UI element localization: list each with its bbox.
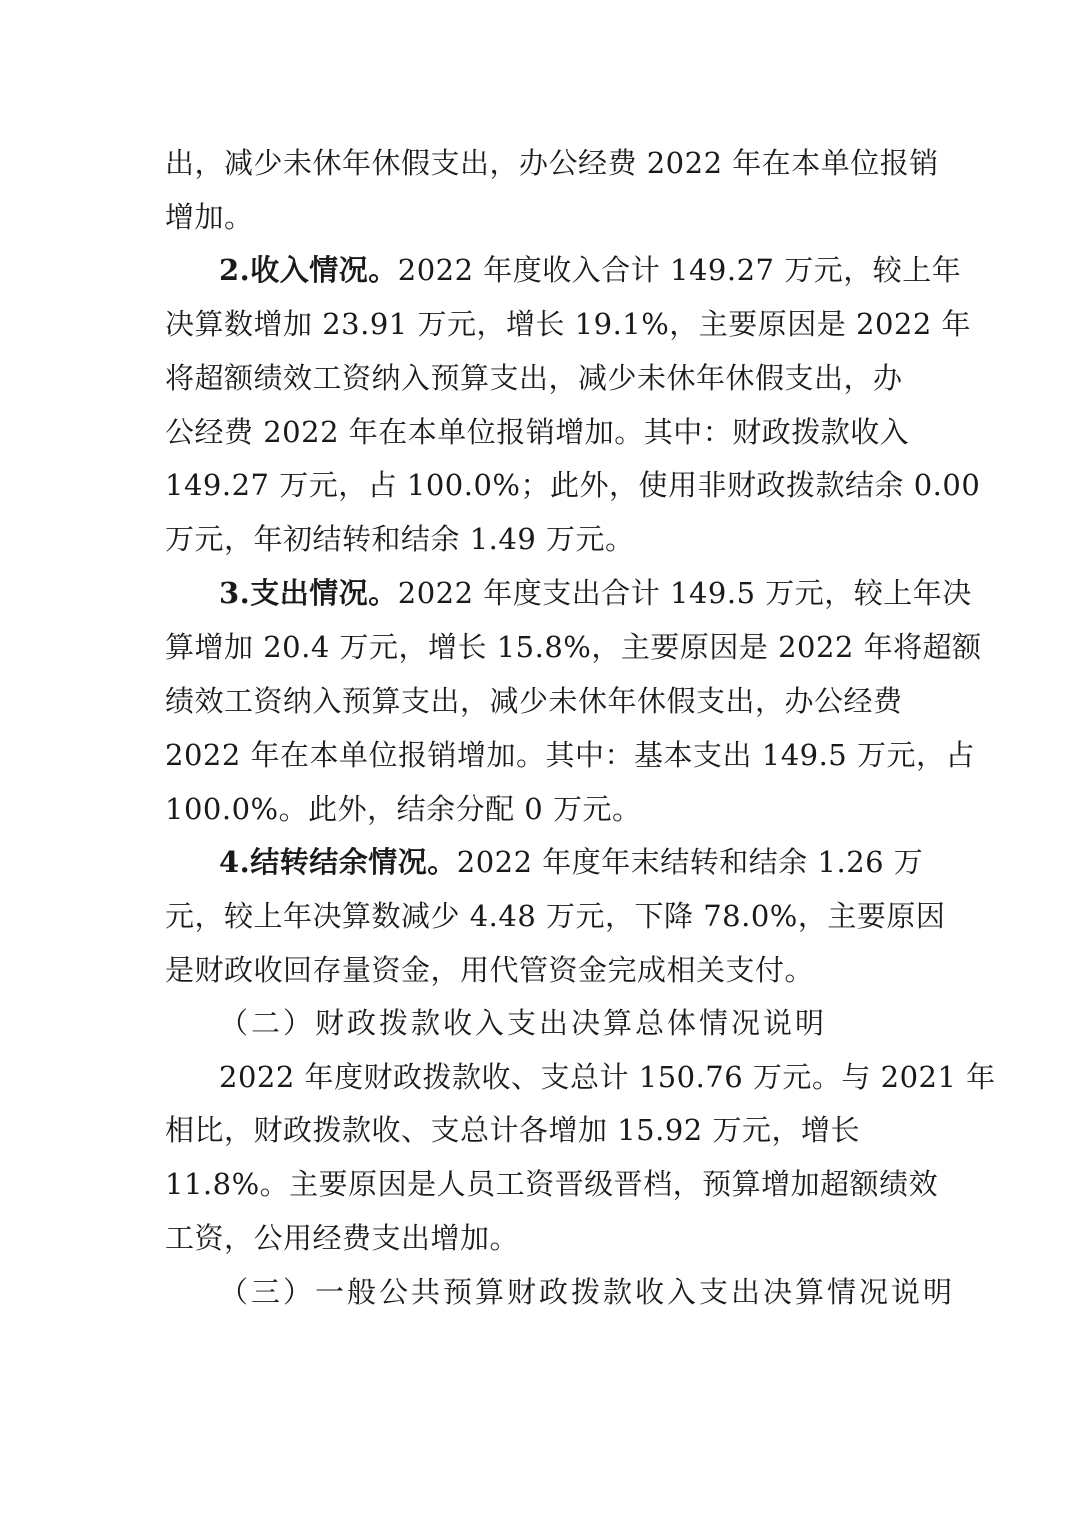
section-heading-expense: 3.支出情况。	[219, 576, 398, 610]
text-line: 2022 年在本单位报销增加。其中：基本支出 149.5 万元，占	[165, 738, 975, 772]
section-balance-line: 4.结转结余情况。2022 年度年末结转和结余 1.26 万	[219, 845, 924, 879]
text-line: 11.8%。主要原因是人员工资晋级晋档，预算增加超额绩效	[165, 1167, 939, 1201]
text-line: 149.27 万元，占 100.0%；此外，使用非财政拨款结余 0.00	[165, 468, 981, 502]
section-income-line: 2.收入情况。2022 年度收入合计 149.27 万元，较上年	[219, 253, 962, 287]
text-line: 100.0%。此外，结余分配 0 万元。	[165, 792, 642, 826]
text-line: 公经费 2022 年在本单位报销增加。其中：财政拨款收入	[165, 415, 910, 449]
section-expense-line: 3.支出情况。2022 年度支出合计 149.5 万元，较上年决	[219, 576, 972, 610]
text-line: 万元，年初结转和结余 1.49 万元。	[165, 522, 635, 556]
text-line: 2022 年度财政拨款收、支总计 150.76 万元。与 2021 年	[219, 1060, 996, 1094]
section-heading-income: 2.收入情况。	[219, 253, 398, 287]
text-line: 元，较上年决算数减少 4.48 万元，下降 78.0%，主要原因	[165, 899, 946, 933]
section-heading-balance: 4.结转结余情况。	[219, 845, 457, 879]
text-line: 出，减少未休年休假支出，办公经费 2022 年在本单位报销	[165, 146, 939, 180]
text-line: 相比，财政拨款收、支总计各增加 15.92 万元，增长	[165, 1113, 860, 1147]
text-line: 增加。	[165, 200, 254, 234]
text-line: 算增加 20.4 万元，增长 15.8%，主要原因是 2022 年将超额	[165, 630, 982, 664]
text-line: 将超额绩效工资纳入预算支出，减少未休年休假支出，办	[165, 361, 903, 395]
text-line: 决算数增加 23.91 万元，增长 19.1%，主要原因是 2022 年	[165, 307, 972, 341]
text-line: 是财政收回存量资金，用代管资金完成相关支付。	[165, 953, 815, 987]
text-line: 绩效工资纳入预算支出，减少未休年休假支出，办公经费	[165, 684, 903, 718]
subsection-heading-3: （三）一般公共预算财政拨款收入支出决算情况说明	[219, 1275, 956, 1309]
subsection-heading-2: （二）财政拨款收入支出决算总体情况说明	[219, 1006, 828, 1040]
text-line: 工资，公用经费支出增加。	[165, 1221, 520, 1255]
